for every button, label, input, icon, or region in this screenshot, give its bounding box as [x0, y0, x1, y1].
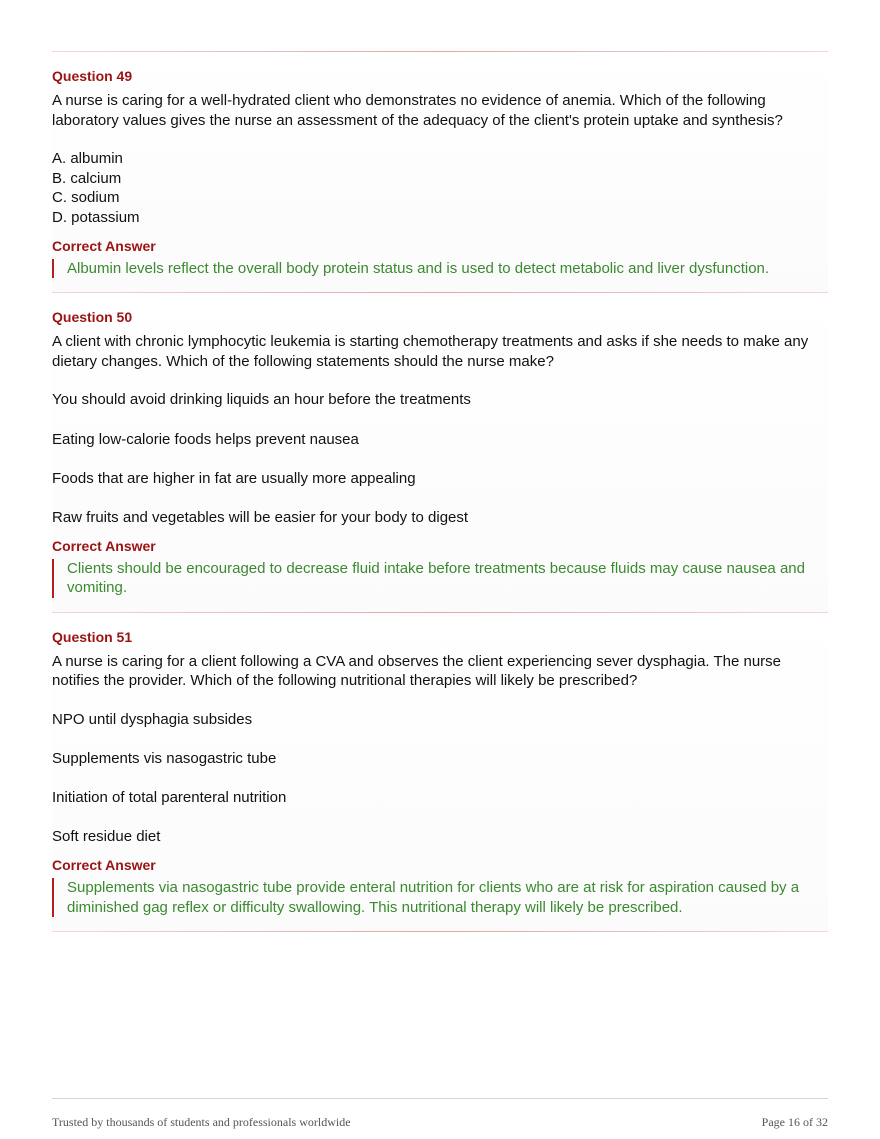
- option-item: You should avoid drinking liquids an hour before the treatments: [52, 391, 471, 409]
- document-content: [52, 51, 828, 932]
- page-number: Page 16 of 32: [761, 1115, 828, 1129]
- option-item: Raw fruits and vegetables will be easier for your body to digest: [52, 508, 469, 526]
- correct-answer-label: Correct Answer: [52, 537, 156, 554]
- footer-tagline: Trusted by thousands of students and professionals worldwide: [52, 1115, 351, 1129]
- correct-answer-label: Correct Answer: [52, 857, 156, 874]
- option-item: Soft residue diet: [52, 828, 161, 846]
- option-item: Supplements vis nasogastric tube: [52, 750, 277, 768]
- question-block: [52, 52, 828, 292]
- options-list: [52, 390, 828, 527]
- correct-answer-text: Albumin levels reflect the overall body protein status and is used to detect metabolic and liver dysfunction.: [52, 259, 828, 279]
- option-item: NPO until dysphagia subsides: [52, 710, 253, 728]
- option-item: Initiation of total parenteral nutrition: [52, 789, 287, 807]
- option-item: D. potassium: [52, 208, 140, 226]
- question-text: A nurse is caring for a well-hydrated client who demonstrates no evidence of anemia. Which of the following laboratory values gives the nurse an assessment of the adequacy of the client's protein uptake and synthesis?: [52, 92, 783, 129]
- options-list: [52, 710, 828, 847]
- option-item: B. calcium: [52, 169, 122, 187]
- question-title: Question 51: [52, 628, 133, 645]
- section-divider: [52, 931, 828, 932]
- footer-divider: [52, 1098, 828, 1099]
- correct-answer-label: Correct Answer: [52, 237, 156, 254]
- correct-answer-text: Clients should be encouraged to decrease fluid intake before treatments because fluids may cause nausea and vomiting.: [52, 559, 828, 598]
- option-item: Foods that are higher in fat are usually more appealing: [52, 469, 416, 487]
- question-title: Question 49: [52, 68, 133, 84]
- question-title: Question 50: [52, 309, 133, 326]
- correct-answer-text: Supplements via nasogastric tube provide enteral nutrition for clients who are at risk for aspiration caused by a diminished gag reflex or difficulty swallowing. This nutritional therapy will likely be prescribed.: [52, 878, 828, 917]
- question-text: A nurse is caring for a client following a CVA and observes the client experiencing sever dysphagia. The nurse notifies the provider. Which of the following nutritional therapies will likely be prescribed?: [52, 652, 782, 690]
- question-block: [52, 613, 828, 932]
- question-text: A client with chronic lymphocytic leukemia is starting chemotherapy treatments and asks if she needs to make any dietary changes. Which of the following statements should the nurse make?: [52, 333, 809, 370]
- option-item: Eating low-calorie foods helps prevent nausea: [52, 430, 359, 448]
- question-block: [52, 293, 828, 612]
- options-list: [52, 149, 828, 227]
- option-item: C. sodium: [52, 189, 120, 207]
- option-item: A. albumin: [52, 150, 123, 168]
